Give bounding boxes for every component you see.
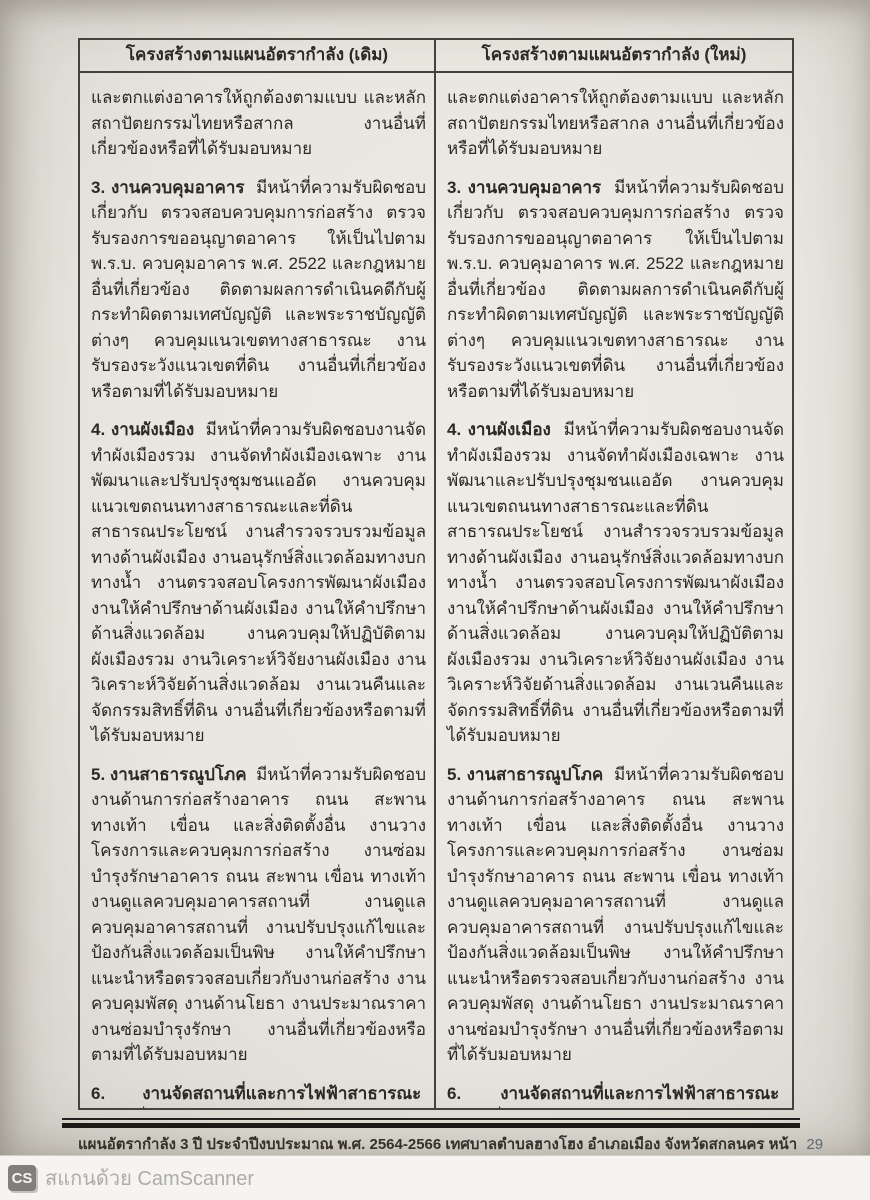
section-heading: 5. งานสาธารณูปโภค (91, 764, 257, 784)
column-header-old: โครงสร้างตามแผนอัตรากำลัง (เดิม) (80, 40, 436, 71)
section-paragraph (91, 1081, 426, 1109)
section-heading: 3. งานควบคุมอาคาร (447, 177, 615, 197)
section-text: มีหน้าที่ความรับผิดชอบเกี่ยวกับ ตรวจสอบควบคุมการก่อสร้าง ตรวจรับรองการขออนุญาตอาคาร ให้เป็นไปตาม พ.ร.บ. ควบคุมอาคาร พ.ศ. 2522 และกฎหมายอื่นที่เกี่ยวข้อง ติดตามผลการดำเนินคดีกับผู้กระทำผิดตามเทศบัญญัติ และพระราชบัญญัติต่างๆ ควบคุมแนวเขตทางสาธารณะ งานรับรองระวังแนวเขตที่ดิน งานอื่นที่เกี่ยวข้องหรือตามที่ได้รับมอบหมาย (91, 177, 426, 401)
section-heading: 6. งานจัดสถานที่และการไฟฟ้าสาธารณะ (447, 1083, 784, 1103)
section-paragraph (91, 762, 426, 1068)
camscanner-logo-icon: CS (8, 1165, 36, 1191)
section-paragraph (447, 417, 784, 749)
table-header-row (80, 40, 792, 73)
page-number: 29 (806, 1136, 824, 1153)
section-paragraph (447, 175, 784, 405)
section-paragraph (447, 85, 784, 162)
camscanner-bar (0, 1155, 870, 1200)
section-text: มีหน้าที่ความรับผิดชอบงานจัดทำผังเมืองรวม งานจัดทำผังเมืองเฉพาะ งานพัฒนาและปรับปรุงชุมชนแออัด งานควบคุมแนวเขตถนนทางสาธารณะและที่ดินสาธารณประโยชน์ งานสำรวจรวบรวมข้อมูลทางด้านผังเมือง งานอนุรักษ์สิ่งแวดล้อมทางบก ทางน้ำ งานตรวจสอบโครงการพัฒนาผังเมือง งานให้คำปรึกษาด้านผังเมือง งานให้คำปรึกษาด้านสิ่งแวดล้อม งานควบคุมให้ปฏิบัติตามผังเมืองรวม งานวิเคราะห์วิจัยงานผังเมือง งานวิเคราะห์วิจัยด้านสิ่งแวดล้อม งานเวนคืนและจัดกรรมสิทธิ์ที่ดิน งานอื่นที่เกี่ยวข้องหรือตามที่ได้รับมอบหมาย (91, 420, 426, 745)
section-heading: 3. งานควบคุมอาคาร (91, 177, 257, 197)
footer-divider (62, 1118, 800, 1128)
section-heading: 4. งานผังเมือง (447, 420, 564, 439)
section-text: และตกแต่งอาคารให้ถูกต้องตามแบบ และหลักสถาปัตยกรรมไทยหรือสากล งานอื่นที่เกี่ยวข้องหรือที่ได้รับมอบหมาย (91, 88, 426, 158)
footer-divider-thin-line (62, 1118, 800, 1120)
section-text: มีหน้าที่ความรับผิดชอบงานด้านการก่อสร้างอาคาร ถนน สะพาน ทางเท้า เขื่อน และสิ่งติดตั้งอื่น งานวางโครงการและควบคุมการก่อสร้าง งานซ่อมบำรุงรักษาอาคาร ถนน สะพาน เขื่อน ทางเท้า งานดูแลควบคุมอาคารสถานที่ งานดูแลควบคุมอาคารสถานที่ งานปรับปรุงแก้ไขและป้องกันสิ่งแวดล้อมเป็นพิษ งานให้คำปรึกษาแนะนำหรือตรวจสอบเกี่ยวกับงานก่อสร้าง งานควบคุมพัสดุ งานด้านโยธา งานประมาณราคา งานซ่อมบำรุงรักษา งานอื่นที่เกี่ยวข้องหรือตามที่ได้รับมอบหมาย (91, 764, 426, 1064)
page-footer (78, 1132, 838, 1156)
column-body-old (80, 73, 436, 1108)
section-text: มีหน้าที่ความรับผิดชอบเกี่ยวกับ ตรวจสอบควบคุมการก่อสร้าง ตรวจรับรองการขออนุญาตอาคาร ให้เป็นไปตาม พ.ร.บ. ควบคุมอาคาร พ.ศ. 2522 และกฎหมายอื่นที่เกี่ยวข้อง ติดตามผลการดำเนินคดีกับผู้กระทำผิดตามเทศบัญญัติ และพระราชบัญญัติต่างๆ ควบคุมแนวเขตทางสาธารณะ งานรับรองระวังแนวเขตที่ดิน งานอื่นที่เกี่ยวข้องหรือตามที่ได้รับมอบหมาย (447, 177, 784, 401)
column-header-new: โครงสร้างตามแผนอัตรากำลัง (ใหม่) (481, 45, 747, 65)
section-paragraph (91, 417, 426, 749)
footer-text: แผนอัตรากำลัง 3 ปี ประจำปีงบประมาณ พ.ศ. 2564-2566 เทศบาลตำบลฮางโฮง อำเภอเมือง จังหวัดสกลนคร หน้า (78, 1136, 798, 1153)
section-text: และตกแต่งอาคารให้ถูกต้องตามแบบ และหลักสถาปัตยกรรมไทยหรือสากล งานอื่นที่เกี่ยวข้องหรือที่ได้รับมอบหมาย (447, 88, 784, 158)
section-heading: 6. งานจัดสถานที่และการไฟฟ้าสาธารณะ (91, 1083, 426, 1103)
comparison-table (78, 38, 794, 1110)
section-heading: 5. งานสาธารณูปโภค (447, 764, 615, 784)
section-paragraph (447, 1081, 784, 1109)
section-paragraph (91, 85, 426, 162)
section-text: มีหน้าที่ความรับผิดชอบงานด้านการก่อสร้างอาคาร ถนน สะพาน ทางเท้า เขื่อน และสิ่งติดตั้งอื่น งานวางโครงการและควบคุมการก่อสร้าง งานซ่อมบำรุงรักษาอาคาร ถนน สะพาน เขื่อน ทางเท้า งานดูแลควบคุมอาคารสถานที่ งานดูแลควบคุมอาคารสถานที่ งานปรับปรุงแก้ไขและป้องกันสิ่งแวดล้อมเป็นพิษ งานให้คำปรึกษาแนะนำหรือตรวจสอบเกี่ยวกับงานก่อสร้าง งานควบคุมพัสดุ งานด้านโยธา งานประมาณราคา งานซ่อมบำรุงรักษา งานอื่นที่เกี่ยวข้องหรือตามที่ได้รับมอบหมาย (447, 764, 784, 1064)
section-paragraph (447, 762, 784, 1068)
column-body-new (436, 73, 792, 1108)
section-paragraph (91, 175, 426, 405)
section-text: มีหน้าที่ความรับผิดชอบงานจัดทำผังเมืองรวม งานจัดทำผังเมืองเฉพาะ งานพัฒนาและปรับปรุงชุมชนแออัด งานควบคุมแนวเขตถนนทางสาธารณะและที่ดินสาธารณประโยชน์ งานสำรวจรวบรวมข้อมูลทางด้านผังเมือง งานอนุรักษ์สิ่งแวดล้อมทางบก ทางน้ำ งานตรวจสอบโครงการพัฒนาผังเมือง งานให้คำปรึกษาด้านผังเมือง งานให้คำปรึกษาด้านสิ่งแวดล้อม งานควบคุมให้ปฏิบัติตามผังเมืองรวม งานวิเคราะห์วิจัยงานผังเมือง งานวิเคราะห์วิจัยด้านสิ่งแวดล้อม งานเวนคืนและจัดกรรมสิทธิ์ที่ดิน งานอื่นที่เกี่ยวข้องหรือตามที่ได้รับมอบหมาย (447, 420, 784, 745)
section-heading: 4. งานผังเมือง (91, 420, 206, 439)
camscanner-watermark-text: สแกนด้วย CamScanner (45, 1168, 255, 1190)
footer-divider-thick-line (62, 1123, 800, 1128)
table-body-row (80, 73, 792, 1108)
